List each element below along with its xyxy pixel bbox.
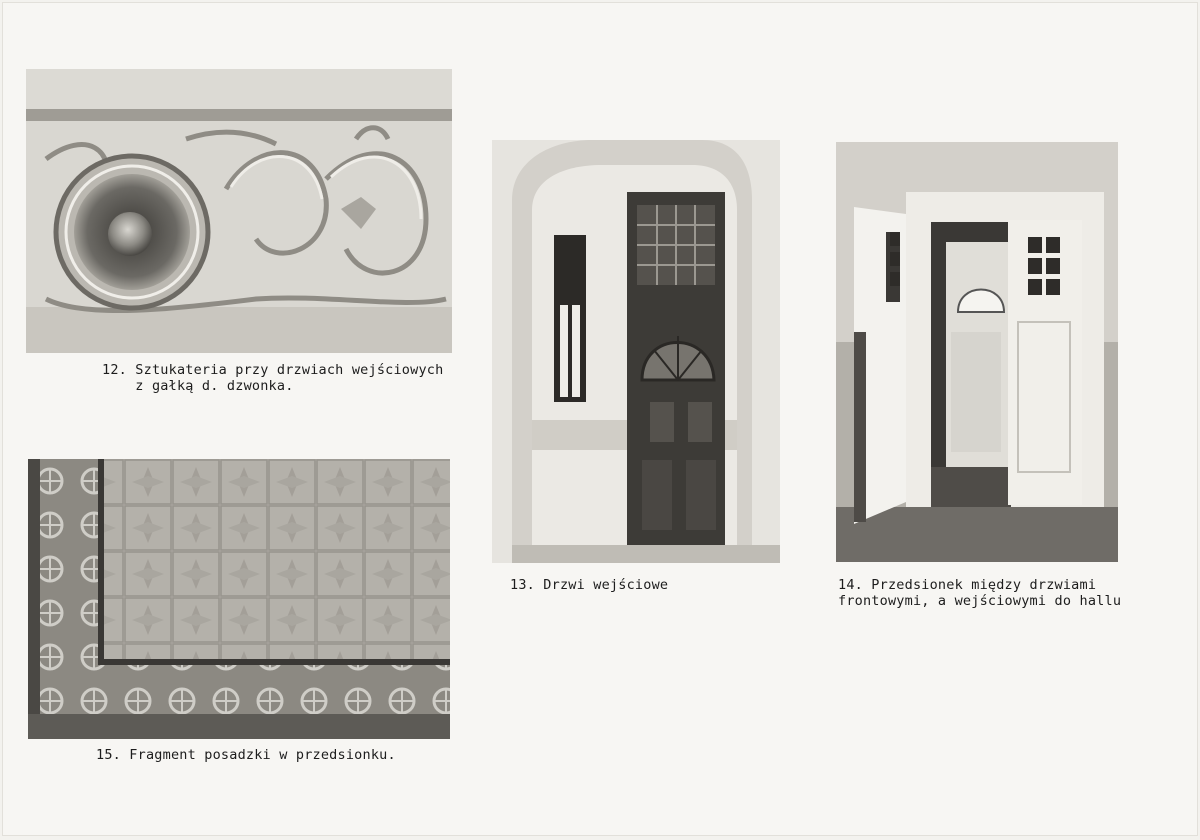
photo-vestibule [836,142,1118,562]
caption-photo-14 [838,577,1121,609]
caption-12-line-2: z gałką d. dzwonka. [102,378,294,394]
photo-stucco-bell-knob [26,69,452,353]
caption-14-line-2: frontowymi, a wejściowymi do hallu [838,593,1122,609]
document-page [2,2,1198,836]
photo-floor-tiles [28,459,450,739]
caption-photo-13: 13. Drzwi wejściowe [510,577,669,593]
caption-14-line-1: 14. Przedsionek między drzwiami [838,577,1097,593]
caption-photo-12 [102,362,443,394]
caption-12-line-1: 12. Sztukateria przy drzwiach wejściowych [102,362,444,378]
caption-photo-15: 15. Fragment posadzki w przedsionku. [96,747,396,763]
photo-entrance-door [492,140,780,563]
